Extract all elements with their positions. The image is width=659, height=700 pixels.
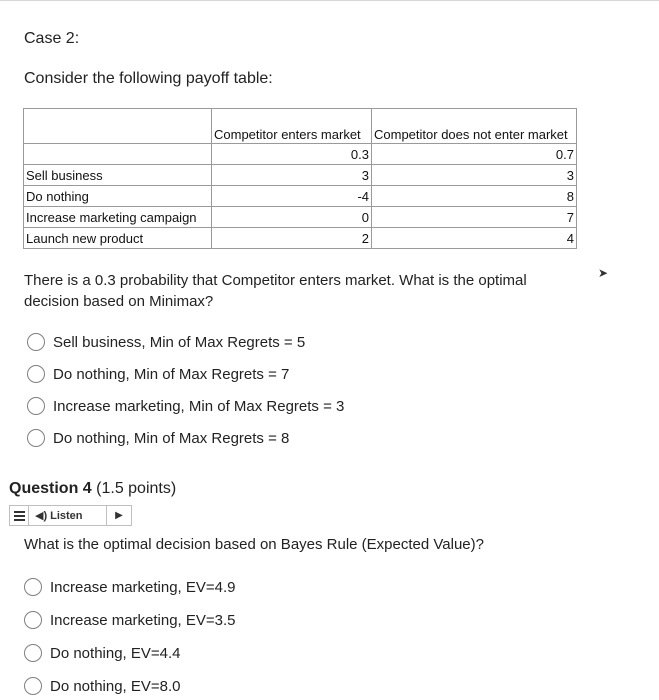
payoff-table bbox=[23, 108, 577, 249]
cell-value: 7 bbox=[372, 207, 577, 228]
q3-option-1[interactable] bbox=[27, 333, 305, 351]
row-label: Sell business bbox=[24, 165, 212, 186]
q3-option-4[interactable] bbox=[27, 429, 289, 447]
play-icon[interactable]: ▶ bbox=[106, 506, 131, 525]
prob-not-enters: 0.7 bbox=[372, 144, 577, 165]
radio-button[interactable] bbox=[24, 677, 42, 695]
cell-value: 4 bbox=[372, 228, 577, 249]
col-header-enters: Competitor enters market bbox=[212, 109, 372, 144]
option-label: Do nothing, EV=8.0 bbox=[50, 677, 181, 695]
cell-value: 2 bbox=[212, 228, 372, 249]
radio-button[interactable] bbox=[24, 578, 42, 596]
menu-lines-icon[interactable] bbox=[10, 506, 29, 525]
col-header-not-enters: Competitor does not enter market bbox=[372, 109, 577, 144]
q4-option-4[interactable] bbox=[24, 677, 181, 695]
question-4-text: What is the optimal decision based on Bayes Rule (Expected Value)? bbox=[24, 536, 484, 553]
mouse-cursor-icon: ➤ bbox=[598, 266, 609, 280]
cell-value: 3 bbox=[372, 165, 577, 186]
row-label: Increase marketing campaign bbox=[24, 207, 212, 228]
radio-button[interactable] bbox=[24, 644, 42, 662]
radio-button[interactable] bbox=[27, 397, 45, 415]
option-label: Sell business, Min of Max Regrets = 5 bbox=[53, 333, 306, 351]
listen-toolbar[interactable] bbox=[9, 505, 132, 526]
question-4-heading bbox=[9, 480, 176, 498]
q4-option-1[interactable] bbox=[24, 578, 236, 596]
row-label: Do nothing bbox=[24, 186, 212, 207]
cell-value: 0 bbox=[212, 207, 372, 228]
option-label: Do nothing, Min of Max Regrets = 7 bbox=[53, 365, 290, 383]
q3-option-2[interactable] bbox=[27, 365, 289, 383]
table-row bbox=[24, 165, 577, 186]
radio-button[interactable] bbox=[27, 365, 45, 383]
row-label: Launch new product bbox=[24, 228, 212, 249]
case-title: Case 2: bbox=[24, 30, 80, 47]
cell-value: 3 bbox=[212, 165, 372, 186]
prob-enters: 0.3 bbox=[212, 144, 372, 165]
table-header-spacer-row bbox=[24, 109, 577, 144]
speaker-icon: ◀) bbox=[35, 510, 48, 522]
listen-label[interactable]: Listen bbox=[50, 509, 83, 522]
option-label: Do nothing, Min of Max Regrets = 8 bbox=[53, 429, 290, 447]
option-label: Do nothing, EV=4.4 bbox=[50, 644, 181, 662]
q4-option-2[interactable] bbox=[24, 611, 236, 629]
option-label: Increase marketing, EV=4.9 bbox=[50, 578, 236, 596]
question-3-text: There is a 0.3 probability that Competitor enters market. What is the optimal decision based on Minimax? bbox=[24, 272, 527, 310]
table-row bbox=[24, 186, 577, 207]
probability-row bbox=[24, 144, 577, 165]
radio-button[interactable] bbox=[27, 429, 45, 447]
cell-value: 8 bbox=[372, 186, 577, 207]
q4-option-3[interactable] bbox=[24, 644, 181, 662]
table-row bbox=[24, 228, 577, 249]
table-row bbox=[24, 207, 577, 228]
q3-option-3[interactable] bbox=[27, 397, 344, 415]
intro-text: Consider the following payoff table: bbox=[24, 70, 273, 87]
question-4-title: Question 4 bbox=[9, 480, 92, 497]
cell-value: -4 bbox=[212, 186, 372, 207]
option-label: Increase marketing, Min of Max Regrets = 3 bbox=[53, 397, 345, 415]
radio-button[interactable] bbox=[24, 611, 42, 629]
question-4-points: (1.5 points) bbox=[96, 480, 177, 497]
option-label: Increase marketing, EV=3.5 bbox=[50, 611, 236, 629]
top-divider bbox=[0, 0, 659, 1]
radio-button[interactable] bbox=[27, 333, 45, 351]
